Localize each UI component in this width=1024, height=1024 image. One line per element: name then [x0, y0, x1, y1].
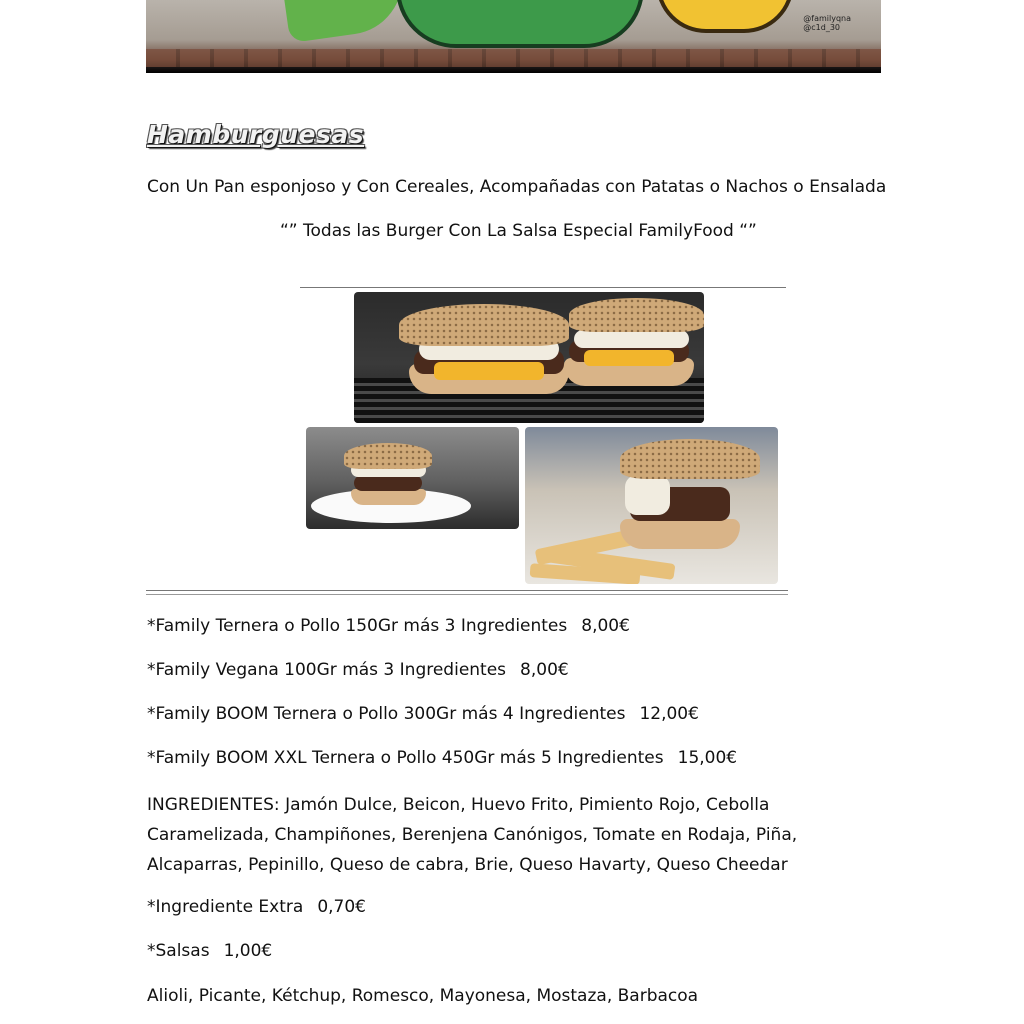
burger-photo-plate [306, 427, 519, 529]
extra-ingredient-price: 0,70€ [317, 897, 366, 917]
sauce-list: Alioli, Picante, Kétchup, Romesco, Mayonesa, Mostaza, Barbacoa [147, 986, 699, 1006]
special-sauce-note: “” Todas las Burger Con La Salsa Especial FamilyFood “” [280, 221, 757, 241]
extra-ingredient-name: *Ingrediente Extra [147, 897, 304, 917]
menu-item-price: 12,00€ [639, 704, 699, 724]
sauces-item [147, 941, 272, 961]
banner-tag [803, 14, 851, 32]
ingredients-list: INGREDIENTES: Jamón Dulce, Beicon, Huevo Frito, Pimiento Rojo, Cebolla Caramelizada, Champiñones, Berenjena Canónigos, Tomate en Rodaja, Piña, Alcaparras, Pepinillo, Queso de cabra, Brie, Queso Havarty, Queso Cheedar [147, 795, 798, 875]
graffiti-taco-shape [656, 0, 794, 33]
header-banner-image [146, 0, 881, 73]
menu-item [147, 616, 630, 636]
menu-item-name: *Family Vegana 100Gr más 3 Ingredientes [147, 660, 507, 680]
menu-item [147, 704, 699, 724]
menu-item [147, 748, 737, 768]
collage-bottom-rule [146, 590, 788, 595]
section-intro: Con Un Pan esponjoso y Con Cereales, Acompañadas con Patatas o Nachos o Ensalada [147, 177, 887, 197]
menu-item [147, 660, 569, 680]
extra-ingredient-item [147, 897, 366, 917]
menu-item-name: *Family BOOM Ternera o Pollo 300Gr más 4 Ingredientes [147, 704, 626, 724]
brick-wall [146, 49, 881, 67]
burger-photo-collage [146, 287, 788, 595]
menu-item-name: *Family BOOM XXL Ternera o Pollo 450Gr más 5 Ingredientes [147, 748, 664, 768]
sauces-name: *Salsas [147, 941, 210, 961]
graffiti-logo-shape [396, 0, 644, 48]
graffiti-leaf-shape [283, 0, 409, 43]
menu-item-price: 8,00€ [520, 660, 569, 680]
sauces-price: 1,00€ [223, 941, 273, 961]
menu-item-price: 15,00€ [677, 748, 738, 768]
menu-item-name: *Family Ternera o Pollo 150Gr más 3 Ingredientes [147, 616, 568, 636]
banner-tag-line-2: @c1d_30 [803, 23, 840, 32]
burger-photo-fries [525, 427, 778, 584]
menu-item-price: 8,00€ [581, 616, 630, 636]
burger-photo-grill [354, 292, 704, 423]
collage-top-rule [300, 287, 786, 288]
section-title: Hamburguesas [147, 120, 365, 149]
banner-tag-line-1: @familyqna [803, 14, 851, 23]
